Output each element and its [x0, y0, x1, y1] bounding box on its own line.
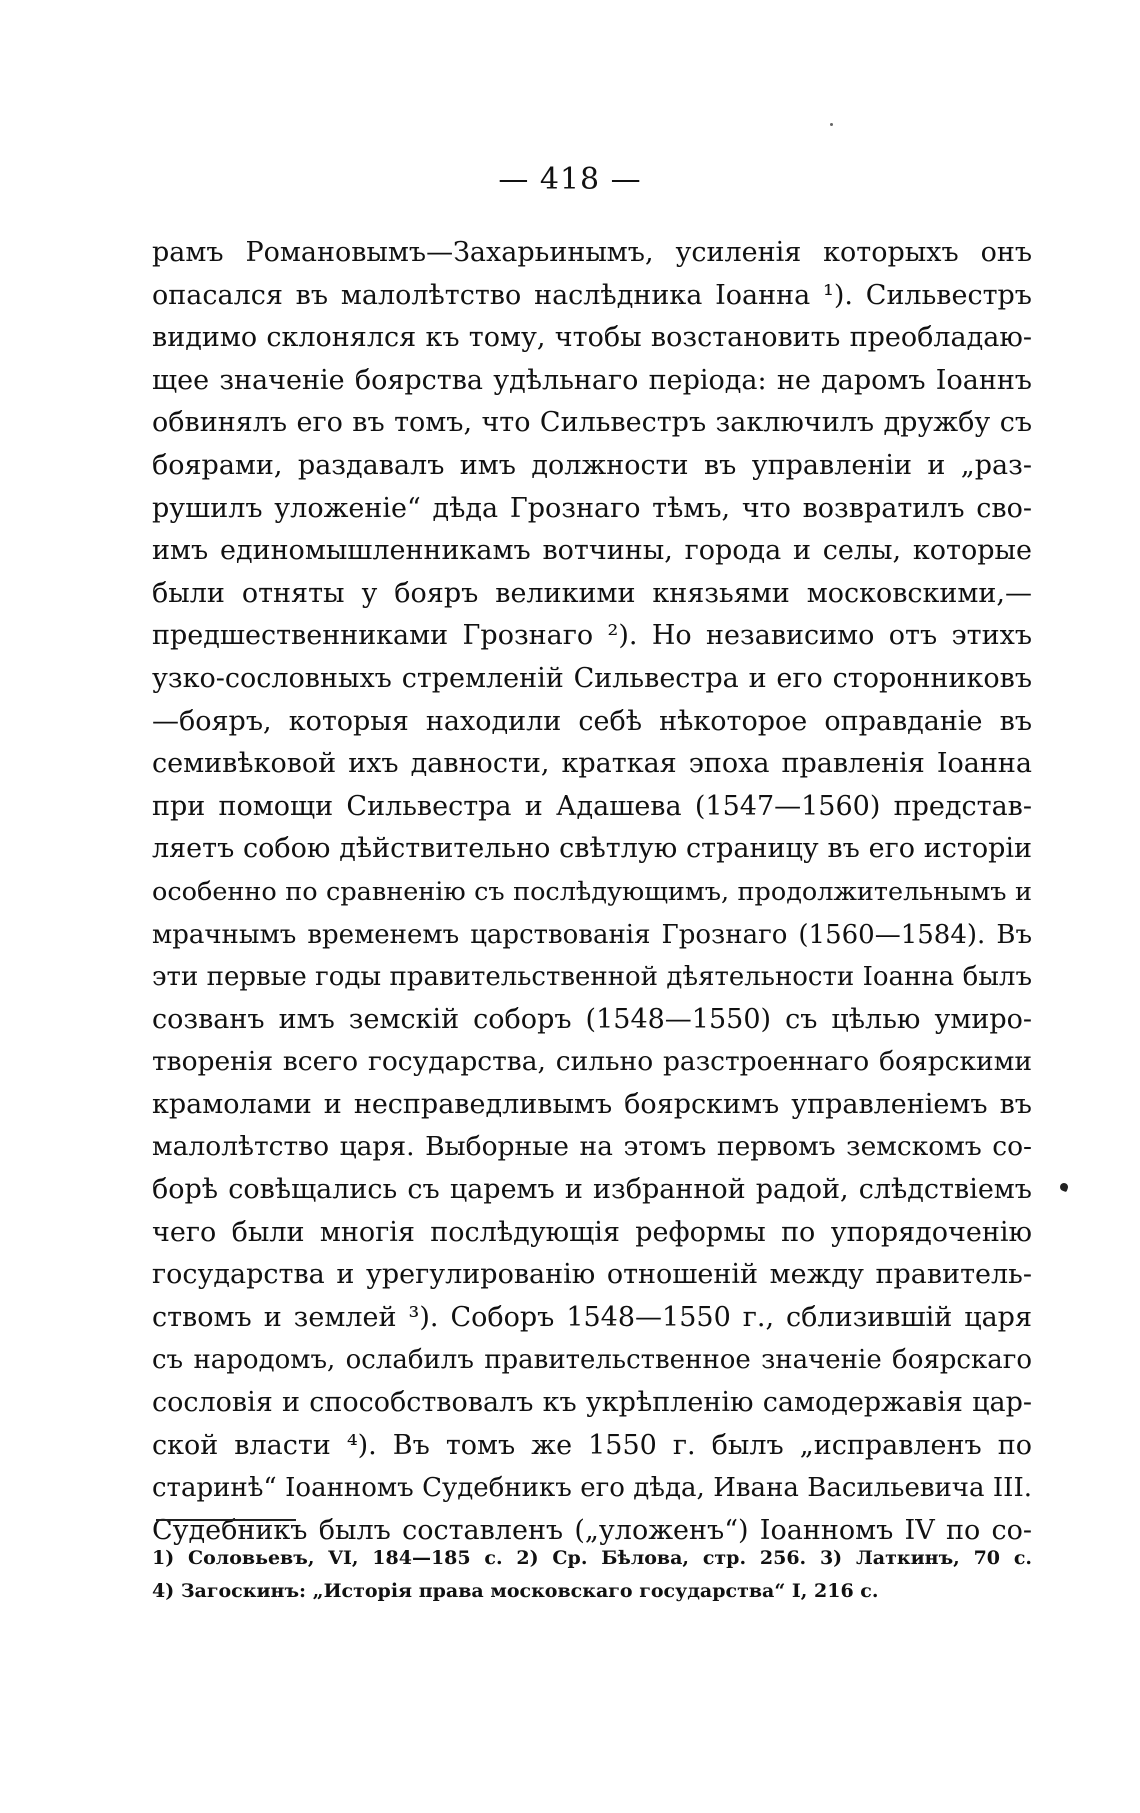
- text-line: видимо склонялся къ тому, чтобы возстановить преобладаю-: [152, 322, 1032, 354]
- footnote-line: 4) Загоскинъ: „Исторія права московскаго государства“ I, 216 с.: [152, 1580, 879, 1602]
- footnote-line: 1) Соловьевъ, VI, 184—185 с. 2) Ср. Бѣлова, стр. 256. 3) Латкинъ, 70 с.: [152, 1547, 1032, 1569]
- text-line: ствомъ и землей ³). Соборъ 1548—1550 г., сблизившій царя: [152, 1301, 1032, 1333]
- text-line: —бояръ, которыя находили себѣ нѣкоторое оправданіе въ: [152, 705, 1032, 737]
- body-text: [152, 232, 1032, 1552]
- ink-blot-mark: [1059, 1182, 1069, 1192]
- text-line: при помощи Сильвестра и Адашева (1547—1560) представ-: [152, 790, 1032, 822]
- text-line: съ народомъ, ослабилъ правительственное значеніе боярскаго: [152, 1345, 1032, 1376]
- text-line: особенно по сравненію съ послѣдующимъ, продолжительнымъ и: [152, 876, 1032, 907]
- text-line: малолѣтство царя. Выборные на этомъ первомъ земскомъ со-: [152, 1131, 1032, 1163]
- text-line: старинѣ“ Іоанномъ Судебникъ его дѣда, Ивана Васильевича III.: [152, 1473, 1032, 1504]
- text-line: щее значеніе боярства удѣльнаго періода: не даромъ Іоаннъ: [152, 364, 1032, 396]
- text-line: предшественниками Грознаго ²). Но независимо отъ этихъ: [152, 620, 1032, 652]
- text-line: борѣ совѣщались съ царемъ и избранной радой, слѣдствіемъ: [152, 1174, 1032, 1206]
- text-line: опасался въ малолѣтство наслѣдника Іоанна ¹). Сильвестръ: [152, 279, 1032, 311]
- text-line: созванъ имъ земскій соборъ (1548—1550) съ цѣлью умиро-: [152, 1003, 1032, 1035]
- footnote-divider: [156, 1519, 296, 1521]
- paper-speck: [830, 123, 833, 126]
- text-line: рушилъ уложеніе“ дѣда Грознаго тѣмъ, что возвратилъ сво-: [152, 492, 1032, 524]
- text-line: были отняты у бояръ великими князьями московскими,—: [152, 577, 1032, 609]
- footnotes: [152, 1542, 1032, 1608]
- text-line: крамолами и несправедливымъ боярскимъ управленіемъ въ: [152, 1088, 1032, 1120]
- text-line: боярами, раздавалъ имъ должности въ управленіи и „раз-: [152, 449, 1032, 481]
- text-line: сословія и способствовалъ къ укрѣпленію самодержавія цар-: [152, 1387, 1032, 1419]
- text-line: Судебникъ былъ составленъ („уложенъ“) Іоанномъ IV по со-: [152, 1514, 1032, 1546]
- text-line: рамъ Романовымъ—Захарьинымъ, усиленія которыхъ онъ: [152, 237, 1032, 268]
- text-line: эти первые годы правительственной дѣятельности Іоанна былъ: [152, 962, 1032, 993]
- text-line: семивѣковой ихъ давности, краткая эпоха правленія Іоанна: [152, 748, 1032, 780]
- text-line: узко-сословныхъ стремленій Сильвестра и его сторонниковъ: [152, 662, 1032, 694]
- text-line: государства и урегулированію отношеній между правитель-: [152, 1259, 1032, 1291]
- text-line: творенія всего государства, сильно разстроеннаго боярскими: [152, 1046, 1032, 1078]
- page-number: — 418 —: [498, 162, 642, 197]
- text-line: мрачнымъ временемъ царствованія Грознаго (1560—1584). Въ: [152, 919, 1032, 950]
- text-line: ляетъ собою дѣйствительно свѣтлую страницу въ его исторіи: [152, 833, 1032, 865]
- text-line: чего были многія послѣдующія реформы по упорядоченію: [152, 1216, 1032, 1248]
- text-line: ской власти ⁴). Въ томъ же 1550 г. былъ „исправленъ по: [152, 1429, 1032, 1461]
- text-line: имъ единомышленникамъ вотчины, города и селы, которые: [152, 535, 1032, 567]
- text-line: обвинялъ его въ томъ, что Сильвестръ заключилъ дружбу съ: [152, 407, 1032, 439]
